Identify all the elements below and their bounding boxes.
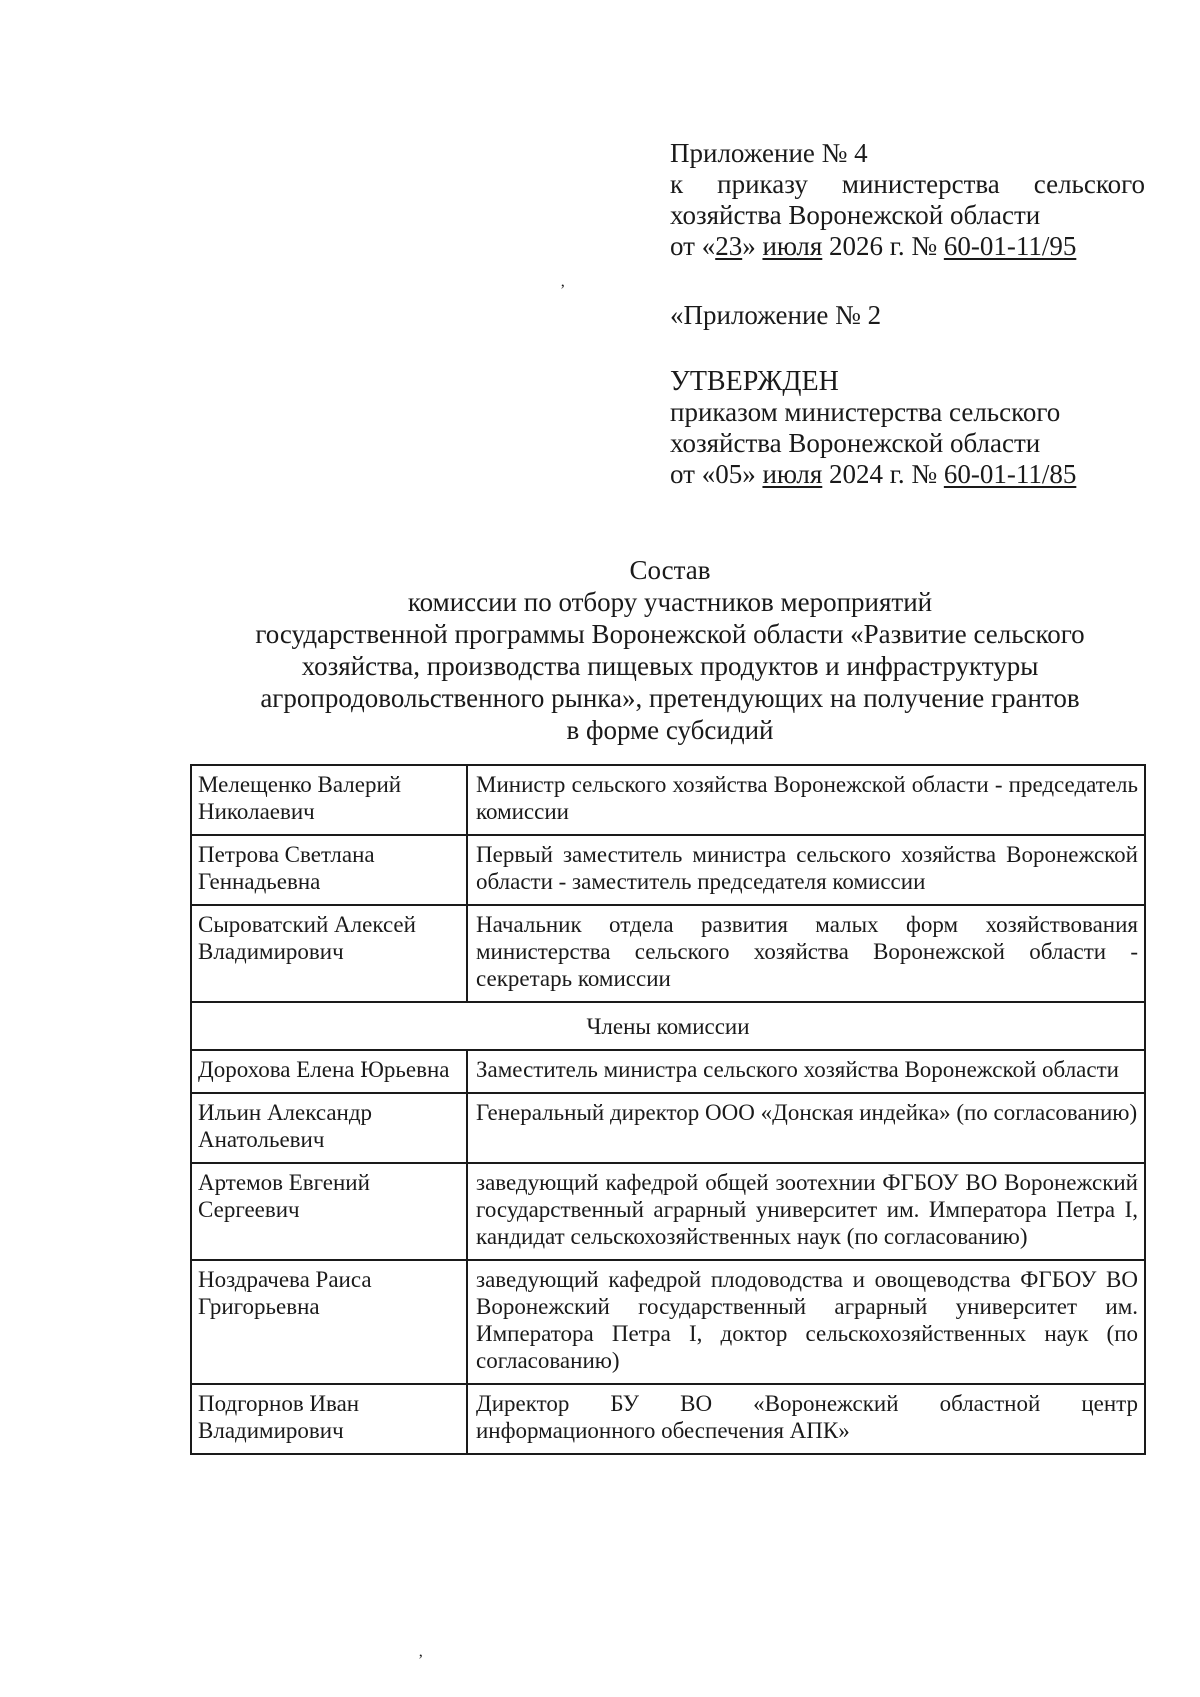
member-name: Петрова Светлана Геннадьевна bbox=[191, 835, 467, 905]
section-label: Члены комиссии bbox=[191, 1002, 1145, 1050]
approved-date-line: от «05» июля 2024 г. № 60-01-11/85 bbox=[670, 459, 1077, 489]
member-name: Подгорнов Иван Владимирович bbox=[191, 1384, 467, 1454]
member-name: Дорохова Елена Юрьевна bbox=[191, 1050, 467, 1093]
table-row bbox=[191, 1260, 1145, 1384]
appendix-order-line: к приказу министерства сельского bbox=[670, 169, 1145, 199]
title-line: хозяйства, производства пищевых продуктов и инфраструктуры bbox=[301, 651, 1039, 681]
member-role: Директор БУ ВО «Воронежский областной центр информационного обеспечения АПК» bbox=[467, 1384, 1145, 1454]
table-row bbox=[191, 1163, 1145, 1260]
approved-heading: УТВЕРЖДЕН bbox=[670, 366, 839, 397]
member-role: Заместитель министра сельского хозяйства Воронежской области bbox=[467, 1050, 1145, 1093]
previous-appendix-label: «Приложение № 2 bbox=[670, 300, 882, 330]
section-row bbox=[191, 1002, 1145, 1050]
approved-order-number: 60-01-11/85 bbox=[943, 459, 1077, 489]
member-role: Генеральный директор ООО «Донская индейка» (по согласованию) bbox=[467, 1093, 1145, 1163]
appendix-header bbox=[670, 138, 1145, 262]
commission-table bbox=[190, 764, 1146, 1455]
title-line: государственной программы Воронежской области «Развитие сельского bbox=[255, 619, 1085, 649]
table-row bbox=[191, 1384, 1145, 1454]
member-name: Мелещенко Валерий Николаевич bbox=[191, 765, 467, 835]
member-role: заведующий кафедрой плодоводства и овощеводства ФГБОУ ВО Воронежский государственный аграрный университет им. Императора Петра I, доктор сельскохозяйственных наук (по согласованию) bbox=[467, 1260, 1145, 1384]
member-name: Артемов Евгений Сергеевич bbox=[191, 1163, 467, 1260]
member-role: Первый заместитель министра сельского хозяйства Воронежской области - заместитель председателя комиссии bbox=[467, 835, 1145, 905]
appendix-number: Приложение № 4 bbox=[670, 138, 868, 168]
member-name: Ноздрачева Раиса Григорьевна bbox=[191, 1260, 467, 1384]
member-name: Ильин Александр Анатольевич bbox=[191, 1093, 467, 1163]
title-line: агропродовольственного рынка», претендующих на получение грантов bbox=[260, 683, 1080, 713]
appendix-date-day: 23 bbox=[715, 231, 743, 261]
document-title bbox=[190, 554, 1150, 746]
member-name: Сыроватский Алексей Владимирович bbox=[191, 905, 467, 1002]
title-line: комиссии по отбору участников мероприятий bbox=[407, 587, 933, 617]
member-role: Министр сельского хозяйства Воронежской области - председатель комиссии bbox=[467, 765, 1145, 835]
member-role: Начальник отдела развития малых форм хозяйствования министерства сельского хозяйства Воронежской области - секретарь комиссии bbox=[467, 905, 1145, 1002]
table-row bbox=[191, 765, 1145, 835]
approved-date-month: июля bbox=[762, 459, 823, 489]
approved-ministry-line: хозяйства Воронежской области bbox=[670, 428, 1041, 458]
appendix-ministry-line: хозяйства Воронежской области bbox=[670, 200, 1041, 230]
member-role: заведующий кафедрой общей зоотехнии ФГБОУ ВО Воронежский государственный аграрный университет им. Императора Петра I, кандидат сельскохозяйственных наук (по согласованию) bbox=[467, 1163, 1145, 1260]
title-line: в форме субсидий bbox=[566, 715, 774, 745]
table-row bbox=[191, 835, 1145, 905]
table-row bbox=[191, 1050, 1145, 1093]
appendix-date-line: от «23» июля 2026 г. № 60-01-11/95 bbox=[670, 231, 1077, 261]
table-row bbox=[191, 905, 1145, 1002]
table-row bbox=[191, 1093, 1145, 1163]
appendix-order-number: 60-01-11/95 bbox=[943, 231, 1077, 261]
scan-speck: ʼ bbox=[560, 282, 566, 299]
appendix-date-month: июля bbox=[762, 231, 823, 261]
scan-speck: ʼ bbox=[418, 1652, 424, 1669]
title-line: Состав bbox=[629, 555, 711, 585]
approval-block bbox=[670, 366, 1145, 490]
approved-order-line: приказом министерства сельского bbox=[670, 397, 1061, 427]
